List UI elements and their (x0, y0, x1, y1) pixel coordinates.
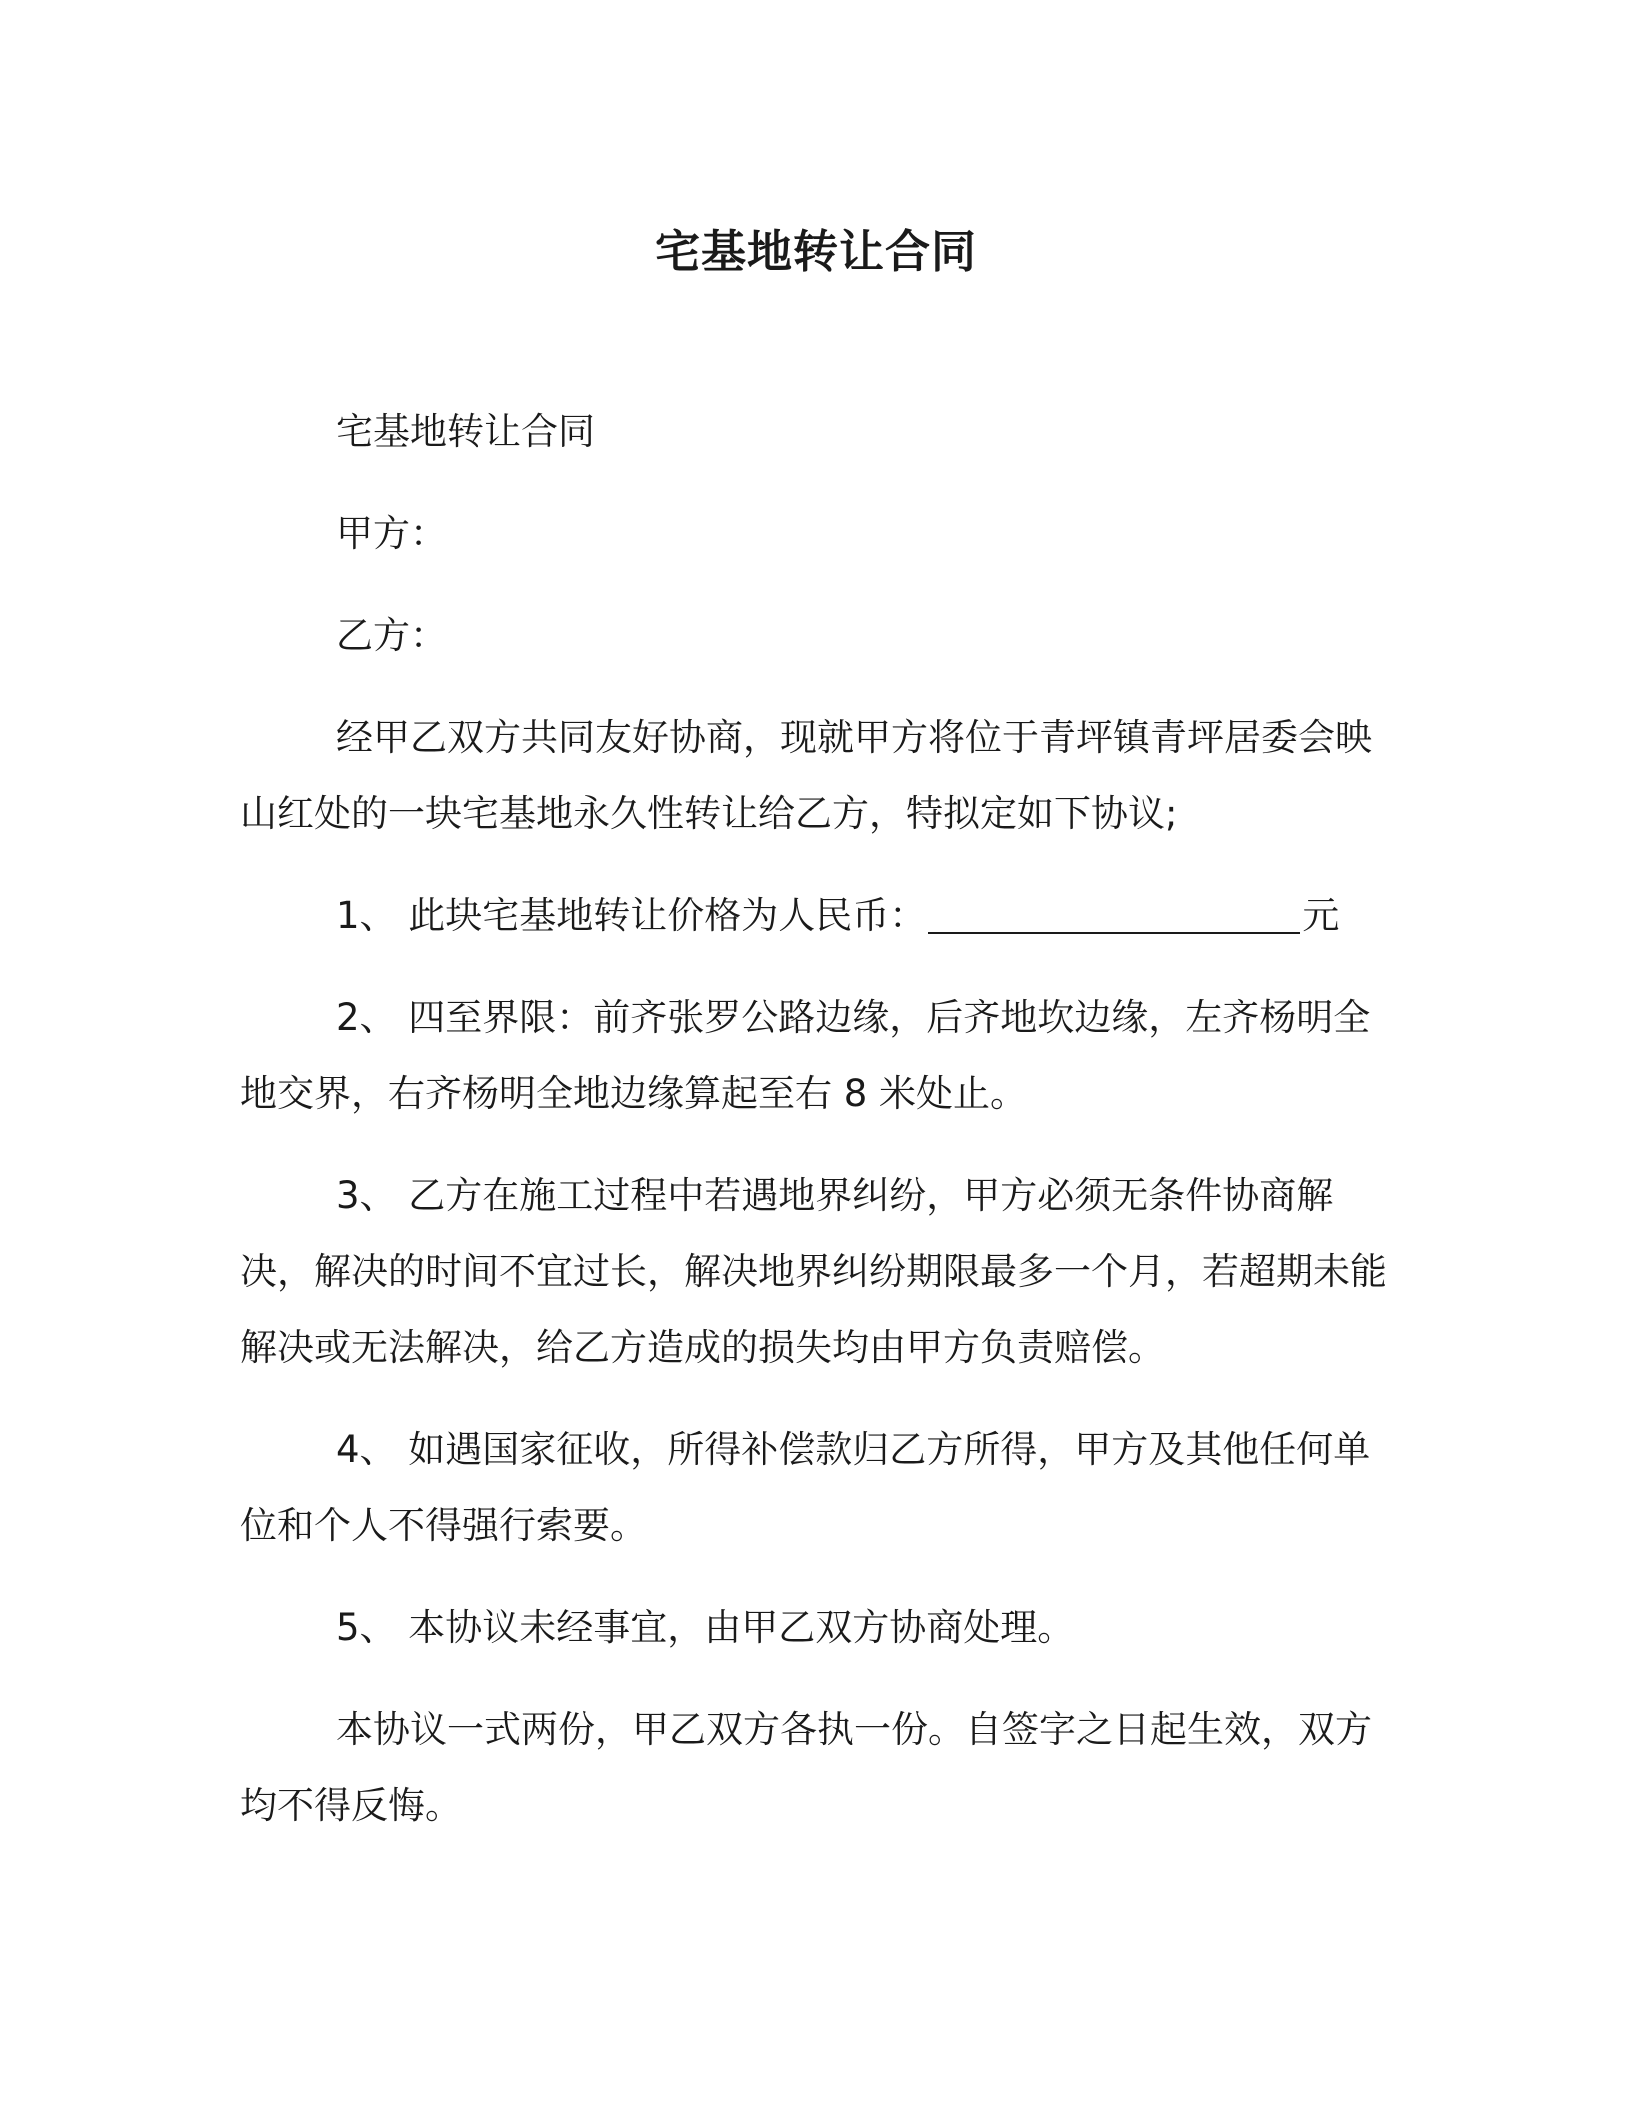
party-b-label: 乙方： (336, 614, 447, 657)
document-title: 宅基地转让合同 (654, 225, 977, 278)
intro-paragraph: 经甲乙双方共同友好协商，现就甲方将位于青坪镇青坪居委会映山红处的一块宅基地永久性转让给乙方，特拟定如下协议; (240, 716, 1372, 835)
clause-5: 5、 本协议未经事宜，由甲乙双方协商处理。 (336, 1606, 1075, 1649)
closing-paragraph: 本协议一式两份，甲乙双方各执一份。自签字之日起生效，双方均不得反悔。 (240, 1708, 1372, 1827)
document-body (240, 394, 1392, 1870)
price-blank-line (928, 896, 1300, 934)
clause-3: 3、 乙方在施工过程中若遇地界纠纷，甲方必须无条件协商解决，解决的时间不宜过长，解决地界纠纷期限最多一个月，若超期未能解决或无法解决，给乙方造成的损失均由甲方负责赔偿。 (240, 1174, 1387, 1369)
clause-1 (240, 878, 1392, 954)
contract-subtitle: 宅基地转让合同 (336, 410, 595, 453)
clause-2: 2、 四至界限：前齐张罗公路边缘，后齐地坎边缘，左齐杨明全地交界，右齐杨明全地边缘算起至右 8 米处止。 (240, 996, 1371, 1115)
clause-1-text: 1、 此块宅基地转让价格为人民币： (336, 894, 927, 937)
clause-1-unit: 元 (1302, 894, 1340, 937)
clause-4: 4、 如遇国家征收，所得补偿款归乙方所得，甲方及其他任何单位和个人不得强行索要。 (240, 1428, 1371, 1547)
party-a-label: 甲方： (336, 512, 447, 555)
